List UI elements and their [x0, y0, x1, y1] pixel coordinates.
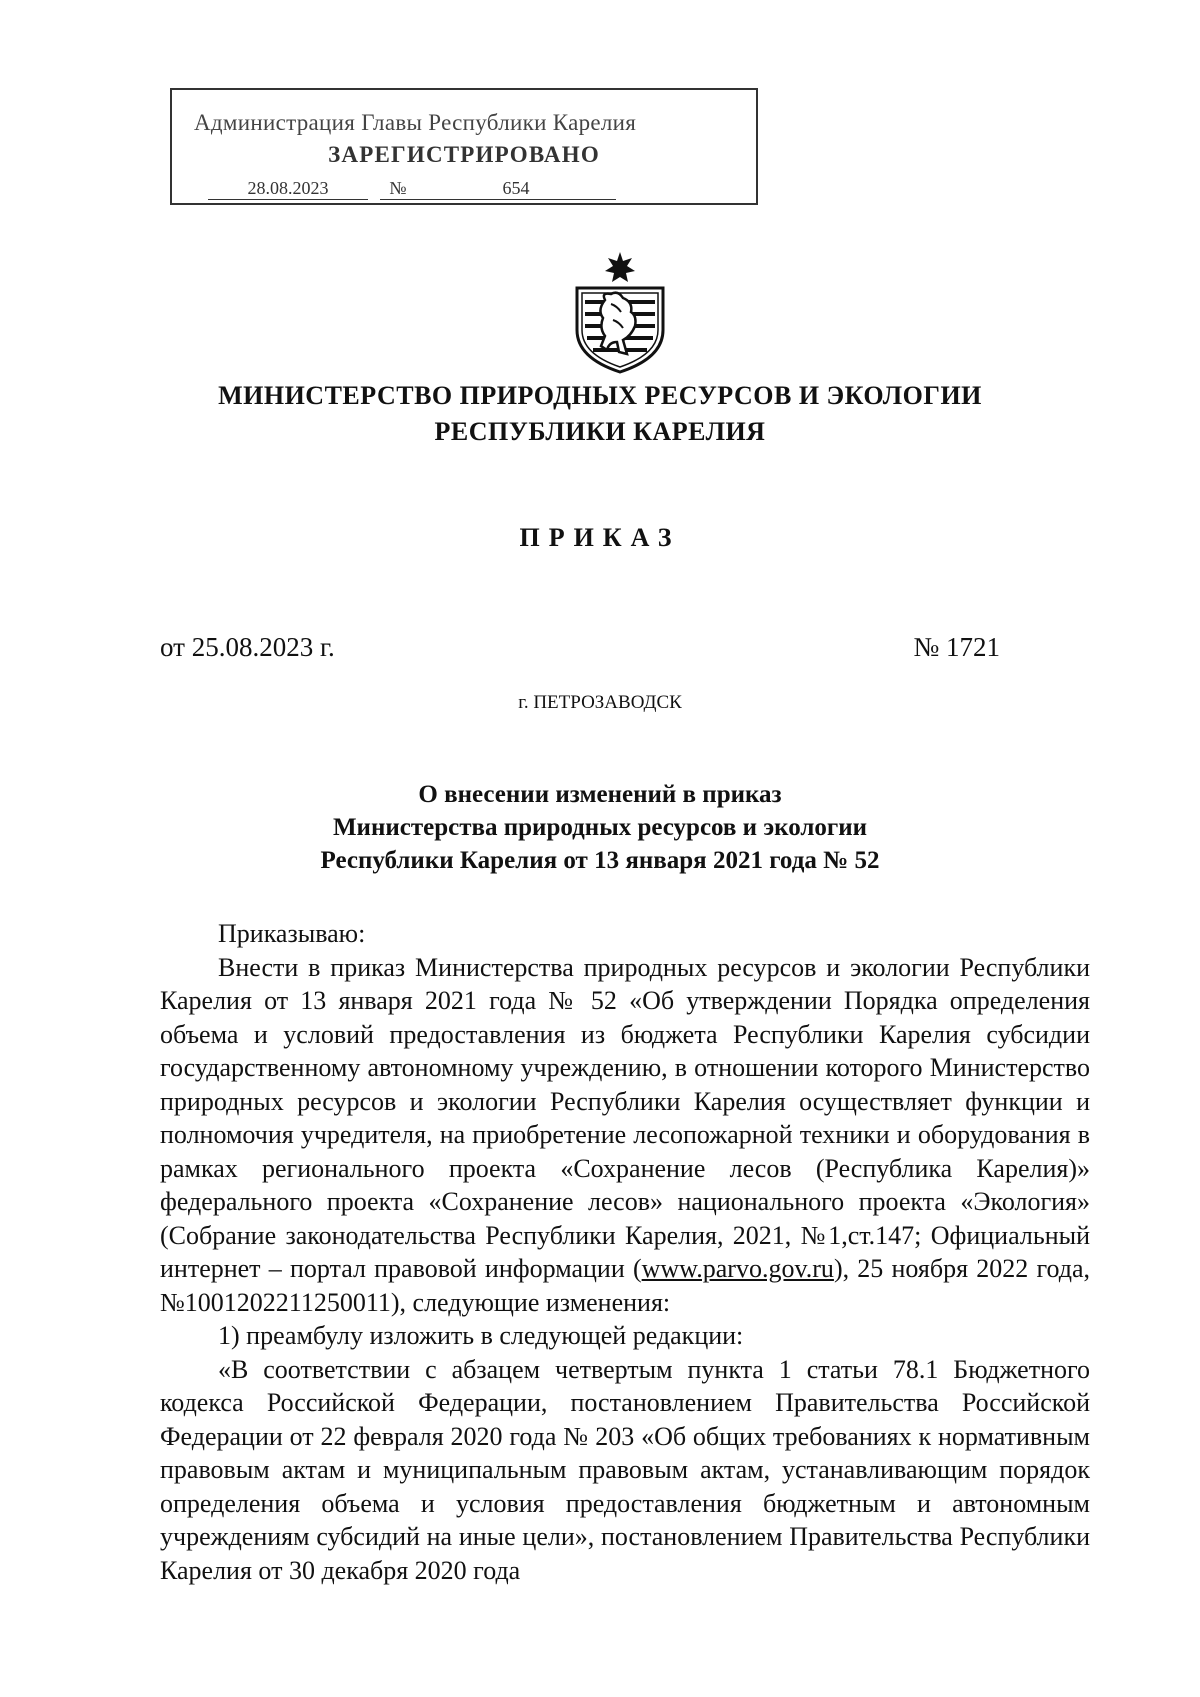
- registration-stamp: [170, 88, 758, 205]
- order-number: № 1721: [913, 632, 1000, 662]
- stamp-number-sign: №: [380, 178, 416, 200]
- body-paragraph-amendment: [160, 951, 1090, 1320]
- body-paragraph-order: Приказываю:: [218, 919, 366, 948]
- portal-link[interactable]: www.parvo.gov.ru: [641, 1254, 834, 1283]
- order-subject: [0, 778, 1200, 877]
- subject-line-3: Республики Карелия от 13 января 2021 года № 52: [320, 847, 880, 874]
- stamp-authority: Администрация Главы Республики Карелия: [194, 110, 637, 135]
- stamp-number: 654: [416, 178, 616, 200]
- subject-line-2: Министерства природных ресурсов и экологии: [332, 814, 868, 841]
- ministry-title: [0, 378, 1200, 450]
- amendment-text-end: ), 25 ноября 2022 года, №1001202211250011), следующие изменения:: [160, 1254, 1091, 1317]
- stamp-registration-line: [208, 178, 616, 200]
- body-paragraph-item-1: 1) преамбулу изложить в следующей редакции:: [218, 1321, 744, 1350]
- ministry-line-2: РЕСПУБЛИКИ КАРЕЛИЯ: [434, 417, 766, 446]
- body-paragraph-preamble: «В соответствии с абзацем четвертым пункта 1 статьи 78.1 Бюджетного кодекса Российской Федерации, постановлением Правительства Российской Федерации от 22 февраля 2020 года № 203 «Об общих требованиях к нормативным правовым актам и муниципальным правовым актам, устанавливающим порядок определения объема и условия предоставления бюджетным и автономным учреждениям субсидий на иные цели», постановлением Правительства Республики Карелия от 30 декабря 2020 года: [160, 1354, 1090, 1585]
- amendment-text: Внести в приказ Министерства природных ресурсов и экологии Республики Карелия от 13 января 2021 года № 52 «Об утверждении Порядка определения объема и условий предоставления из бюджета Республики Карелия субсидии государственному автономному учреждению, в отношении которого Министерство природных ресурсов и экологии Республики Карелия осуществляет функции и полномочия учредителя, на приобретение лесопожарной техники и оборудования в рамках регионального проекта «Сохранение лесов (Республика Карелия)» федерального проекта «Сохранение лесов» национального проекта «Экология» (Собрание законодательства Республики Карелия, 2021, №1,ст.147; Официальный интернет – портал правовой информации (: [160, 952, 1090, 1283]
- order-date: от 25.08.2023 г.: [160, 632, 335, 662]
- subject-line-1: О внесении изменений в приказ: [418, 781, 782, 808]
- document-type: ПРИКАЗ: [519, 523, 681, 552]
- ministry-line-1: МИНИСТЕРСТВО ПРИРОДНЫХ РЕСУРСОВ И ЭКОЛОГИИ: [218, 381, 982, 410]
- stamp-registered-label: ЗАРЕГИСТРИРОВАНО: [328, 142, 600, 167]
- order-city: г. ПЕТРОЗАВОДСК: [518, 692, 682, 713]
- karelia-coat-of-arms-icon: [571, 250, 669, 375]
- order-body: [160, 917, 1090, 1587]
- stamp-date: 28.08.2023: [208, 178, 368, 200]
